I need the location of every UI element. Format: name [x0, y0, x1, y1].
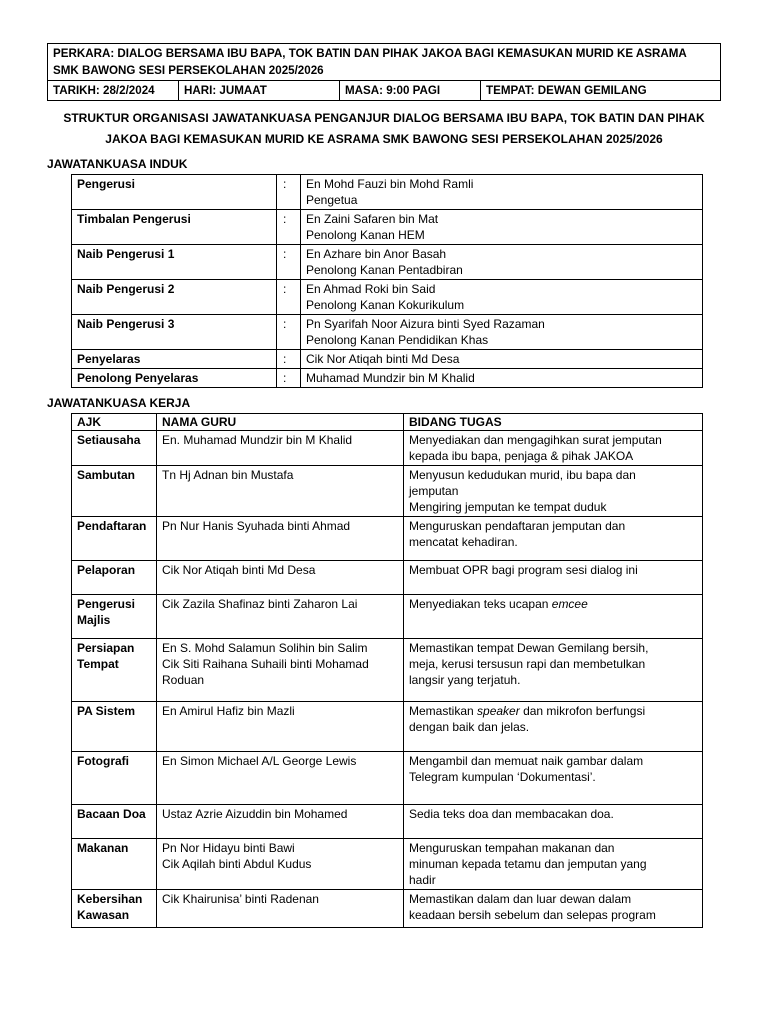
colon: :: [277, 369, 301, 388]
ajk-cell: Makanan: [72, 839, 157, 890]
column-header-ajk: AJK: [72, 414, 157, 431]
ajk-cell: Pelaporan: [72, 561, 157, 595]
guru-name: Tn Hj Adnan bin Mustafa: [162, 468, 294, 482]
guru-name: Cik Siti Raihana Suhaili binti Mohamad: [162, 657, 369, 671]
table-row: [72, 839, 703, 890]
tugas-cell: [404, 561, 703, 595]
table-row: [72, 890, 703, 928]
colon: :: [277, 210, 301, 245]
colon: :: [277, 315, 301, 350]
hari-cell: HARI: JUMAAT: [179, 81, 340, 101]
colon: :: [277, 280, 301, 315]
table-row: [72, 805, 703, 839]
tugas-cell: [404, 839, 703, 890]
tugas-text: Memastikan: [409, 704, 478, 718]
guru-cell: [157, 639, 404, 702]
tugas-cell: [404, 431, 703, 466]
induk-table-body: [72, 175, 703, 388]
tugas-line: Memastikan dalam dan luar dewan dalam: [409, 892, 632, 906]
guru-name: Cik Zazila Shafinaz binti Zaharon Lai: [162, 597, 358, 611]
tugas-cell: [404, 639, 703, 702]
table-row: [72, 466, 703, 517]
table-row: [72, 561, 703, 595]
tarikh-cell: TARIKH: 28/2/2024: [48, 81, 179, 101]
header-table: [47, 43, 721, 101]
officer-cell: [301, 280, 703, 315]
induk-row: [72, 280, 703, 315]
guru-cell: [157, 595, 404, 639]
officer-post: Penolong Kanan Pendidikan Khas: [306, 333, 489, 347]
table-row: [72, 752, 703, 805]
ajk-cell: PA Sistem: [72, 702, 157, 752]
ajk-cell: Kebersihan Kawasan: [72, 890, 157, 928]
tugas-line: Menguruskan pendaftaran jemputan dan: [409, 519, 626, 533]
guru-cell: [157, 561, 404, 595]
officer-cell: [301, 369, 703, 388]
guru-cell: [157, 517, 404, 561]
officer-cell: [301, 245, 703, 280]
tugas-line: Telegram kumpulan ‘Dokumentasi’.: [409, 770, 596, 784]
officer-name: Muhamad Mundzir bin M Khalid: [306, 371, 475, 385]
guru-name: Ustaz Azrie Aizuddin bin Mohamed: [162, 807, 348, 821]
tugas-line: keadaan bersih sebelum dan selepas program: [409, 908, 656, 922]
guru-name: En Simon Michael A/L George Lewis: [162, 754, 357, 768]
tugas-line: Memastikan tempat Dewan Gemilang bersih,: [409, 641, 649, 655]
tugas-line: [409, 596, 697, 612]
table-row: [72, 517, 703, 561]
role-label: Naib Pengerusi 2: [72, 280, 277, 315]
colon: :: [277, 175, 301, 210]
colon: :: [277, 350, 301, 369]
guru-cell: [157, 466, 404, 517]
table-row: [72, 595, 703, 639]
tugas-text: Menyediakan teks ucapan: [409, 597, 552, 611]
officer-name: En Azhare bin Anor Basah: [306, 247, 447, 261]
officer-cell: [301, 350, 703, 369]
ajk-cell: Pengerusi Majlis: [72, 595, 157, 639]
induk-table: [71, 174, 703, 388]
tugas-cell: [404, 805, 703, 839]
kerja-header-row: [72, 414, 703, 431]
tugas-line: langsir yang terjatuh.: [409, 673, 521, 687]
induk-row: [72, 210, 703, 245]
guru-name: Cik Aqilah binti Abdul Kudus: [162, 857, 312, 871]
tugas-line: Menyediakan dan mengagihkan surat jemputan: [409, 433, 662, 447]
officer-post: Penolong Kanan Pentadbiran: [306, 263, 463, 277]
role-label: Naib Pengerusi 3: [72, 315, 277, 350]
induk-row: [72, 315, 703, 350]
induk-heading: JAWATANKUASA INDUK: [47, 157, 188, 171]
tempat-cell: TEMPAT: DEWAN GEMILANG: [481, 81, 721, 101]
induk-row: [72, 245, 703, 280]
guru-name: Roduan: [162, 673, 205, 687]
role-label: Penolong Penyelaras: [72, 369, 277, 388]
tugas-cell: [404, 466, 703, 517]
officer-post: Pengetua: [306, 193, 358, 207]
tugas-line: Membuat OPR bagi program sesi dialog ini: [409, 563, 638, 577]
tugas-cell: [404, 890, 703, 928]
guru-name: Cik Khairunisa’ binti Radenan: [162, 892, 319, 906]
guru-cell: [157, 890, 404, 928]
tugas-line: kepada ibu bapa, penjaga & pihak JAKOA: [409, 449, 634, 463]
tugas-emphasis: emcee: [551, 597, 588, 611]
column-header-nama-guru: NAMA GURU: [157, 414, 404, 431]
officer-name: En Zaini Safaren bin Mat: [306, 212, 439, 226]
induk-row: [72, 175, 703, 210]
tugas-cell: [404, 517, 703, 561]
induk-row: [72, 350, 703, 369]
table-row: [72, 639, 703, 702]
tugas-line: Menyusun kedudukan murid, ibu bapa dan: [409, 468, 636, 482]
role-label: Pengerusi: [72, 175, 277, 210]
ajk-cell: Setiausaha: [72, 431, 157, 466]
masa-cell: MASA: 9:00 PAGI: [340, 81, 481, 101]
tugas-line: hadir: [409, 873, 436, 887]
kerja-table-body: [72, 431, 703, 928]
tugas-line: mencatat kehadiran.: [409, 535, 518, 549]
tugas-line: Mengiring jemputan ke tempat duduk: [409, 500, 607, 514]
document-title: STRUKTUR ORGANISASI JAWATANKUASA PENGANJUR DIALOG BERSAMA IBU BAPA, TOK BATIN DAN PIHAK JAKOA BAGI KEMASUKAN MURID KE ASRAMA SMK BAWONG SESI PERSEKOLAHAN 2025/2026: [63, 111, 705, 146]
guru-cell: [157, 805, 404, 839]
tugas-emphasis: speaker: [477, 704, 520, 718]
tugas-line: [409, 703, 697, 719]
perkara-cell: PERKARA: DIALOG BERSAMA IBU BAPA, TOK BATIN DAN PIHAK JAKOA BAGI KEMASUKAN MURID KE ASRAMA SMK BAWONG SESI PERSEKOLAHAN 2025/2026: [48, 44, 721, 81]
officer-cell: [301, 175, 703, 210]
tugas-cell: [404, 595, 703, 639]
ajk-cell: Persiapan Tempat: [72, 639, 157, 702]
table-row: [72, 702, 703, 752]
tugas-text: dan mikrofon berfungsi: [519, 704, 646, 718]
tugas-line: jemputan: [409, 484, 459, 498]
colon: :: [277, 245, 301, 280]
role-label: Timbalan Pengerusi: [72, 210, 277, 245]
kerja-heading: JAWATANKUASA KERJA: [47, 396, 191, 410]
guru-name: Pn Nur Hanis Syuhada binti Ahmad: [162, 519, 351, 533]
guru-name: En Amirul Hafiz bin Mazli: [162, 704, 295, 718]
officer-cell: [301, 315, 703, 350]
ajk-cell: Bacaan Doa: [72, 805, 157, 839]
ajk-cell: Pendaftaran: [72, 517, 157, 561]
officer-name: Pn Syarifah Noor Aizura binti Syed Razaman: [306, 317, 545, 331]
officer-name: En Ahmad Roki bin Said: [306, 282, 436, 296]
ajk-cell: Fotografi: [72, 752, 157, 805]
kerja-table: [71, 413, 703, 928]
header-row-perkara: [48, 44, 721, 81]
guru-cell: [157, 839, 404, 890]
tugas-line: dengan baik dan jelas.: [409, 720, 530, 734]
guru-cell: [157, 702, 404, 752]
guru-name: Cik Nor Atiqah binti Md Desa: [162, 563, 316, 577]
officer-post: Penolong Kanan HEM: [306, 228, 425, 242]
tugas-line: Mengambil dan memuat naik gambar dalam: [409, 754, 644, 768]
tugas-cell: [404, 752, 703, 805]
tugas-cell: [404, 702, 703, 752]
role-label: Penyelaras: [72, 350, 277, 369]
officer-cell: [301, 210, 703, 245]
induk-row: [72, 369, 703, 388]
guru-cell: [157, 431, 404, 466]
tugas-line: meja, kerusi tersusun rapi dan membetulkan: [409, 657, 646, 671]
role-label: Naib Pengerusi 1: [72, 245, 277, 280]
guru-cell: [157, 752, 404, 805]
header-row-details: [48, 81, 721, 101]
column-header-bidang-tugas: BIDANG TUGAS: [404, 414, 703, 431]
ajk-cell: Sambutan: [72, 466, 157, 517]
officer-name: En Mohd Fauzi bin Mohd Ramli: [306, 177, 474, 191]
guru-name: Pn Nor Hidayu binti Bawi: [162, 841, 295, 855]
table-row: [72, 431, 703, 466]
officer-name: Cik Nor Atiqah binti Md Desa: [306, 352, 460, 366]
tugas-line: Sedia teks doa dan membacakan doa.: [409, 807, 614, 821]
tugas-line: Menguruskan tempahan makanan dan: [409, 841, 615, 855]
guru-name: En. Muhamad Mundzir bin M Khalid: [162, 433, 353, 447]
tugas-line: minuman kepada tetamu dan jemputan yang: [409, 857, 647, 871]
guru-name: En S. Mohd Salamun Solihin bin Salim: [162, 641, 368, 655]
officer-post: Penolong Kanan Kokurikulum: [306, 298, 465, 312]
